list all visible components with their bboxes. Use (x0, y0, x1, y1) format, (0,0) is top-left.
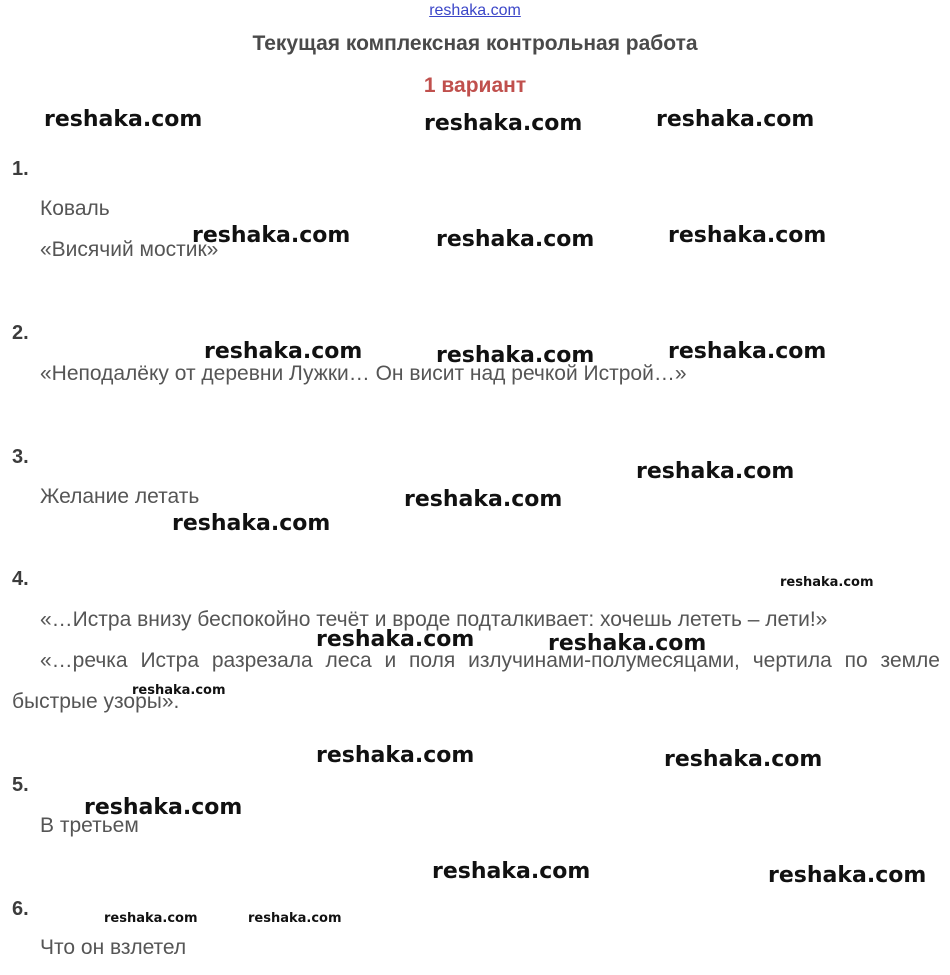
answer-number-5: 5. (12, 774, 29, 796)
page-title: Текущая комплексная контрольная работа (252, 32, 698, 55)
answer-5-text: В третьем (40, 814, 139, 837)
watermark: reshaka.com (132, 683, 226, 698)
answer-3-text: Желание летать (40, 485, 200, 508)
answer-number-3: 3. (12, 446, 29, 468)
answer-number-4: 4. (12, 568, 29, 590)
answer-6-text: Что он взлетел (40, 936, 187, 959)
watermark: reshaka.com (104, 911, 198, 926)
answer-2-text: «Неподалёку от деревни Лужки… Он висит над речкой Истрой…» (40, 362, 687, 385)
watermark: reshaka.com (84, 795, 243, 820)
variant-label: 1 вариант (423, 74, 527, 97)
answer-number-6: 6. (12, 898, 29, 920)
watermark: reshaka.com (668, 339, 827, 364)
watermark: reshaka.com (548, 631, 707, 656)
answer-1-author: Коваль (40, 197, 110, 220)
watermark: reshaka.com (432, 859, 591, 884)
watermark: reshaka.com (668, 223, 827, 248)
answer-1-title: «Висячий мостик» (40, 238, 219, 261)
watermark: reshaka.com (404, 487, 563, 512)
answer-number-1: 1. (12, 158, 29, 180)
watermark: reshaka.com (192, 223, 351, 248)
watermark: reshaka.com (316, 627, 475, 652)
answer-number-2: 2. (12, 322, 29, 344)
watermark: reshaka.com (436, 343, 595, 368)
answer-4-quote-2: «…речка Истра разрезала леса и поля излучинами-полумесяцами, чертила по земле быстрые узоры». (12, 649, 940, 713)
watermark: reshaka.com (204, 339, 363, 364)
answer-4-quote-1: «…Истра внизу беспокойно течёт и вроде подталкивает: хочешь лететь – лети!» (40, 608, 828, 631)
watermark: reshaka.com (424, 111, 583, 136)
watermark: reshaka.com (780, 575, 874, 590)
watermark: reshaka.com (636, 459, 795, 484)
watermark: reshaka.com (172, 511, 331, 536)
watermark: reshaka.com (656, 107, 815, 132)
watermark: reshaka.com (768, 863, 927, 888)
watermark: reshaka.com (316, 743, 475, 768)
watermark: reshaka.com (248, 911, 342, 926)
site-link[interactable]: reshaka.com (429, 2, 521, 19)
watermark: reshaka.com (44, 107, 203, 132)
watermark: reshaka.com (664, 747, 823, 772)
watermark: reshaka.com (436, 227, 595, 252)
